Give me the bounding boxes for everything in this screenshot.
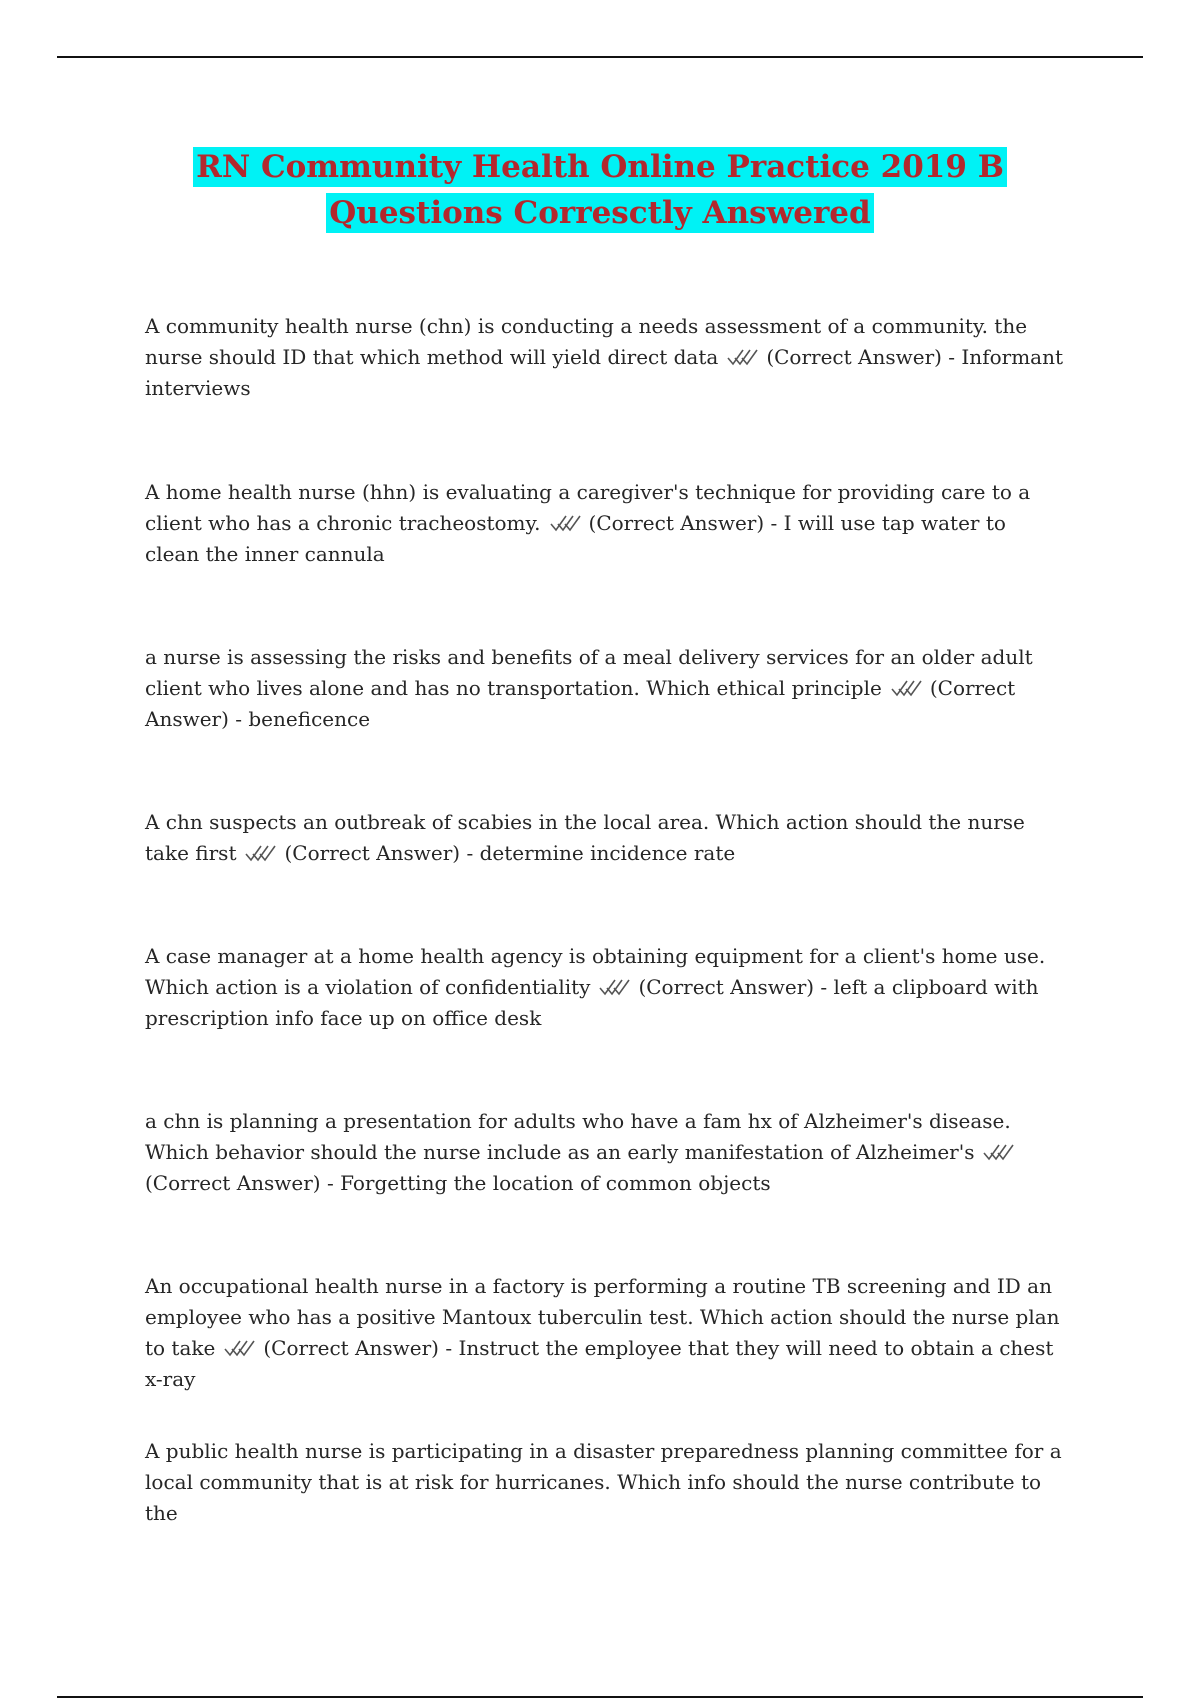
double-check-icon <box>726 347 762 367</box>
double-check-icon <box>890 678 926 698</box>
footer-rule <box>57 1696 1143 1698</box>
question-text: A home health nurse (hhn) is evaluating a caregiver's technique for providing care to a client who has a chronic tracheostomy. <box>145 480 1031 535</box>
question-text: a chn is planning a presentation for adults who have a fam hx of Alzheimer's disease. Which behavior should the nurse include as an early manifestation of Alzheimer's <box>145 1109 1011 1164</box>
qa-item-2 <box>145 477 1065 570</box>
qa-item-3 <box>145 642 1065 735</box>
answer-text: (Correct Answer) - Instruct the employee that they will need to obtain a chest x-ray <box>145 1336 1054 1391</box>
double-check-icon <box>549 513 585 533</box>
qa-item-8 <box>145 1436 1065 1529</box>
double-check-icon <box>982 1142 1018 1162</box>
answer-text: (Correct Answer) - beneficence <box>145 676 1016 731</box>
question-text: A case manager at a home health agency is obtaining equipment for a client's home use. Which action is a violation of confidentiality <box>145 944 1046 999</box>
double-check-icon <box>598 977 634 997</box>
answer-text: (Correct Answer) - left a clipboard with prescription info face up on office desk <box>145 975 1039 1030</box>
title-line-1: RN Community Health Online Practice 2019 B <box>193 147 1007 187</box>
answer-text: (Correct Answer) - I will use tap water to clean the inner cannula <box>145 511 1006 566</box>
question-text: A community health nurse (chn) is conducting a needs assessment of a community. the nurse should ID that which method will yield direct data <box>145 314 1028 369</box>
qa-item-7 <box>145 1271 1065 1395</box>
qa-item-4 <box>145 807 1065 869</box>
qa-item-1 <box>145 311 1065 404</box>
answer-text: (Correct Answer) - determine incidence rate <box>284 841 736 865</box>
document-title <box>0 144 1200 236</box>
question-text: a nurse is assessing the risks and benefits of a meal delivery services for an older adult client who lives alone and has no transportation. Which ethical principle <box>145 645 1033 700</box>
answer-text: (Correct Answer) - Informant interviews <box>145 345 1063 400</box>
question-text: A chn suspects an outbreak of scabies in the local area. Which action should the nurse take first <box>145 810 1025 865</box>
question-text: An occupational health nurse in a factory is performing a routine TB screening and ID an employee who has a positive Mantoux tuberculin test. Which action should the nurse plan to take <box>145 1274 1060 1360</box>
title-line-2: Questions Corresctly Answered <box>326 193 873 233</box>
double-check-icon <box>223 1338 259 1358</box>
header-rule <box>57 56 1143 58</box>
qa-item-5 <box>145 941 1065 1034</box>
double-check-icon <box>244 843 280 863</box>
qa-item-6 <box>145 1106 1065 1199</box>
answer-text: (Correct Answer) - Forgetting the location of common objects <box>145 1171 771 1195</box>
question-text: A public health nurse is participating in a disaster preparedness planning committee for a local community that is at risk for hurricanes. Which info should the nurse contribute to the <box>145 1439 1062 1525</box>
